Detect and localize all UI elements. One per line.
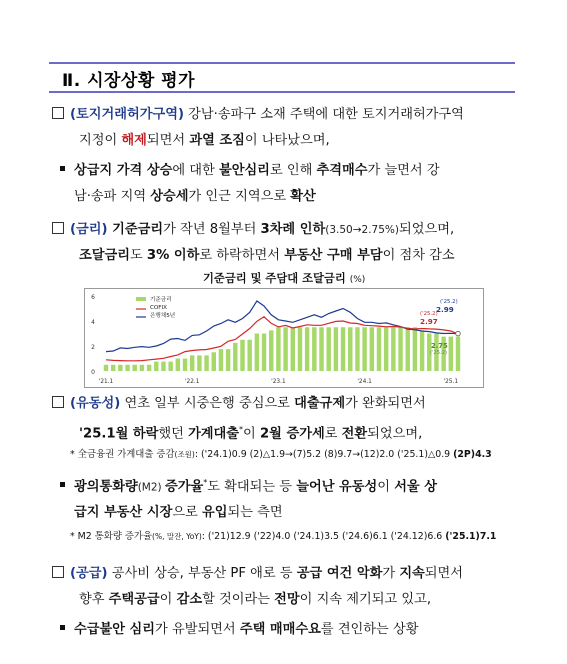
end-point-marker: [456, 331, 461, 336]
square-bullet-icon: [60, 625, 65, 630]
bar-base-rate: [362, 327, 366, 371]
bullet-demand: 수급불안 심리가 유발되면서 주택 매매수요를 견인하는 상황: [60, 617, 418, 643]
bar-base-rate: [312, 327, 316, 371]
bar-base-rate: [212, 352, 216, 371]
bar-base-rate: [262, 334, 266, 372]
legend-swatch-base: [136, 297, 146, 301]
chart-annotation: 2.99: [436, 305, 454, 314]
bar-base-rate: [140, 365, 144, 371]
y-tick-label: 6: [91, 294, 95, 301]
bar-base-rate: [326, 327, 330, 371]
bar-base-rate: [355, 327, 359, 371]
bar-base-rate: [176, 359, 180, 372]
x-tick-label: '24.1: [357, 379, 372, 385]
y-tick-label: 4: [91, 319, 95, 326]
x-tick-label: '22.1: [184, 379, 200, 385]
bar-base-rate: [283, 327, 287, 371]
bar-base-rate: [197, 355, 201, 371]
bar-base-rate: [147, 365, 151, 371]
footnote-m2: * M2 통화량 증가율(%, 말잔, YoY): ('21)12.9 ('22)4.0 ('24.1)3.5 ('24.6)6.1 ('24.12)6.6 ('25.1)7.1: [70, 531, 497, 542]
bullet-price-spread: 상급지 가격 상승에 대한 불안심리로 인해 추격매수가 늘면서 강 남·송파 지역 상승세가 인근 지역으로 확산: [60, 158, 440, 210]
bullet-money-supply: 광의통화량(M2) 증가율*도 확대되는 등 늘어난 유동성이 서울 상 급지 부동산 시장으로 유입되는 측면: [60, 470, 437, 526]
paragraph-liquidity: (유동성) 연초 일부 시중은행 중심으로 대출규제가 완화되면서 '25.1월 하락했던 가계대출*이 2월 증가세로 전환되었으며,: [52, 391, 426, 447]
bar-base-rate: [298, 327, 302, 371]
y-tick-label: 2: [91, 344, 95, 351]
bar-base-rate: [377, 327, 381, 371]
bar-base-rate: [104, 365, 108, 371]
checkbox-icon: [52, 396, 64, 408]
bar-base-rate: [398, 327, 402, 371]
bar-base-rate: [125, 365, 129, 371]
bar-base-rate: [161, 362, 165, 371]
bar-base-rate: [456, 337, 460, 371]
bar-base-rate: [370, 327, 374, 371]
bar-base-rate: [133, 365, 137, 371]
bar-base-rate: [240, 340, 244, 371]
bar-base-rate: [269, 330, 273, 371]
section-title: Ⅱ. 시장상황 평가: [62, 71, 196, 91]
bar-base-rate: [183, 359, 187, 372]
legend-label: 은행채5년: [150, 313, 176, 319]
bar-base-rate: [226, 349, 230, 371]
bar-base-rate: [118, 365, 122, 371]
checkbox-icon: [52, 566, 64, 578]
bar-base-rate: [190, 355, 194, 371]
legend-label: COFIX: [150, 305, 168, 311]
bar-base-rate: [449, 337, 453, 371]
x-tick-label: '25.1: [443, 379, 459, 385]
y-tick-label: 0: [91, 369, 95, 376]
chart-annotation: ('25.2): [430, 350, 448, 356]
bar-base-rate: [276, 327, 280, 371]
bar-base-rate: [255, 334, 259, 372]
bar-base-rate: [168, 362, 172, 371]
bar-base-rate: [305, 327, 309, 371]
bar-base-rate: [405, 327, 409, 371]
bar-base-rate: [384, 327, 388, 371]
bar-base-rate: [111, 365, 115, 371]
chart-annotation: ('25.2): [440, 299, 458, 305]
bar-base-rate: [247, 340, 251, 371]
bar-base-rate: [319, 327, 323, 371]
bar-base-rate: [233, 343, 237, 371]
checkbox-icon: [52, 222, 64, 234]
bar-base-rate: [334, 327, 338, 371]
rate-chart: [84, 288, 484, 388]
checkbox-icon: [52, 107, 64, 119]
x-tick-label: '21.1: [98, 379, 114, 385]
chart-title: 기준금리 및 주담대 조달금리 (%): [203, 272, 366, 285]
square-bullet-icon: [60, 482, 65, 487]
bar-base-rate: [413, 327, 417, 371]
bar-base-rate: [219, 349, 223, 371]
x-tick-label: '23.1: [271, 379, 286, 385]
paragraph-interest-rate: (금리) 기준금리가 작년 8월부터 3차례 인하(3.50→2.75%)되었으며, 조달금리도 3% 이하로 하락하면서 부동산 구매 부담이 점차 감소: [52, 217, 455, 269]
paragraph-land-permit: (토지거래허가구역) 강남·송파구 소재 주택에 대한 토지거래허가구역 지정이 해제되면서 과열 조짐이 나타났으며,: [52, 102, 464, 154]
square-bullet-icon: [60, 166, 65, 171]
chart-annotation: 2.75: [431, 342, 448, 350]
bar-base-rate: [420, 330, 424, 371]
bar-base-rate: [154, 362, 158, 371]
chart-annotation: 2.97: [420, 317, 438, 326]
footnote-household-loans: * 全금융권 가계대출 증감(조원): ('24.1)0.9 (2)△1.9→(7)5.2 (8)9.7→(12)2.0 ('25.1)△0.9 (2P)4.3: [70, 449, 492, 460]
bar-base-rate: [204, 355, 208, 371]
bar-base-rate: [341, 327, 345, 371]
bar-base-rate: [391, 327, 395, 371]
chart-annotation: ('25.2): [420, 311, 438, 317]
bar-base-rate: [348, 327, 352, 371]
bar-base-rate: [291, 327, 295, 371]
header-rule-bottom: [49, 91, 515, 93]
header-rule-top: [49, 62, 515, 64]
paragraph-supply: (공급) 공사비 상승, 부동산 PF 애로 등 공급 여건 악화가 지속되면서 향후 주택공급이 감소할 것이라는 전망이 지속 제기되고 있고,: [52, 561, 463, 613]
legend-label: 기준금리: [150, 297, 172, 303]
